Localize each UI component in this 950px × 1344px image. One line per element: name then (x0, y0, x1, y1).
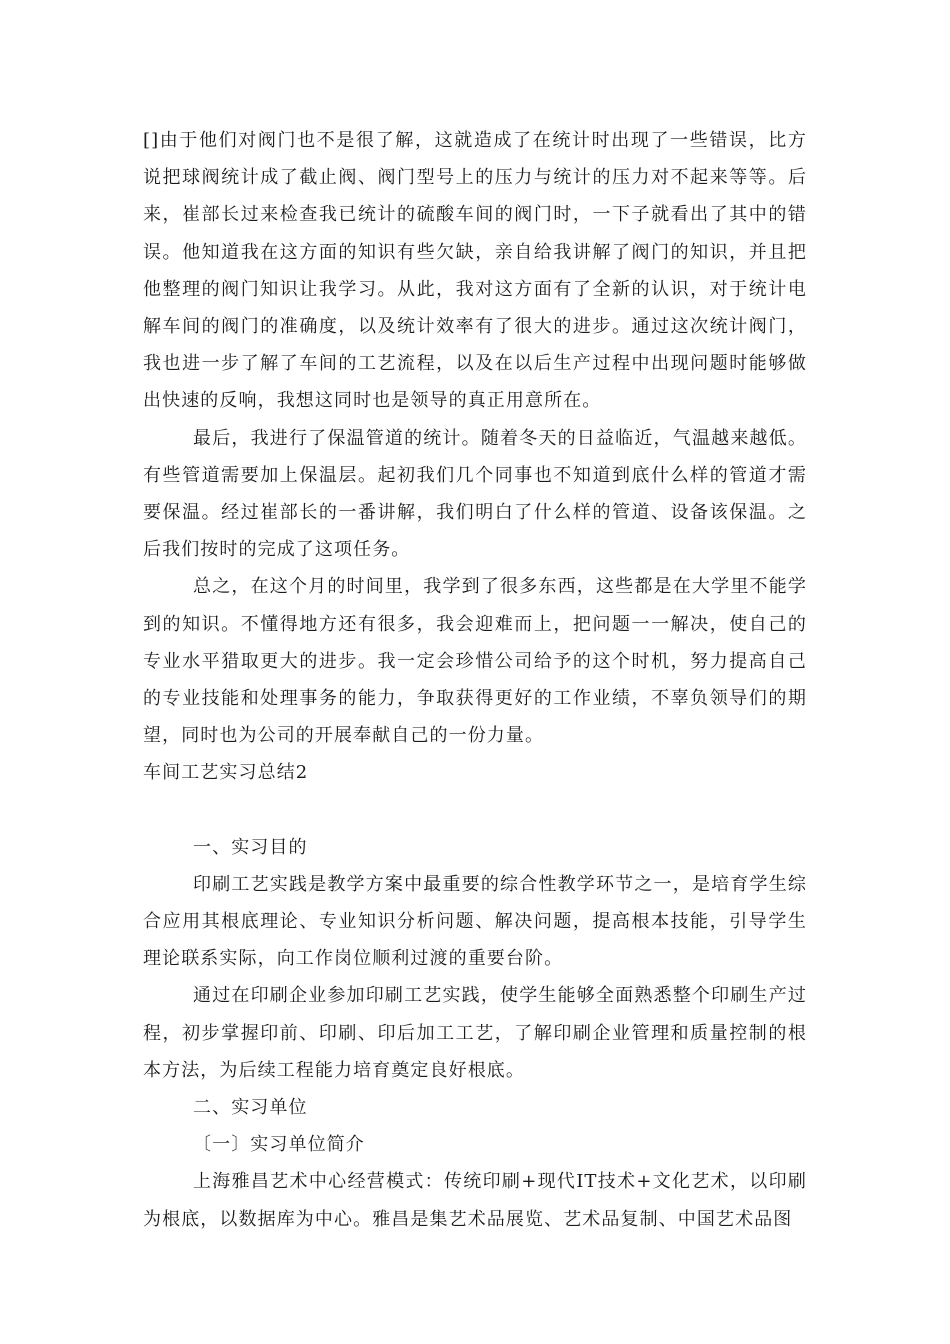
paragraph-purpose-2: 通过在印刷企业参加印刷工艺实践，使学生能够全面熟悉整个印刷生产过程，初步掌握印前、印刷、印后加工工艺，了解印刷企业管理和质量控制的根本方法，为后续工程能力培育奠定良好根底。 (143, 985, 807, 1081)
paragraph-summary: 总之，在这个月的时间里，我学到了很多东西，这些都是在大学里不能学到的知识。不懂得地方还有很多，我会迎难而上，把问题一一解决，使自己的专业水平猎取更大的进步。我一定会珍惜公司给予的这个时机，努力提高自己的专业技能和处理事务的能力，争取获得更好的工作业绩，不辜负领导们的期望，同时也为公司的开展奉献自己的一份力量。 (143, 576, 807, 747)
heading-purpose: 一、实习目的 (193, 836, 308, 858)
heading-unit: 二、实习单位 (193, 1097, 308, 1119)
subheading-unit-intro: 〔一〕实习单位简介 (193, 1134, 365, 1156)
section-title: 车间工艺实习总结2 (143, 762, 309, 784)
paragraph-unit-intro: 上海雅昌艺术中心经营模式：传统印刷+现代IT技术+文化艺术，以印刷为根底，以数据库为中心。雅昌是集艺术品展览、艺术品复制、中国艺术品图 (143, 1171, 807, 1230)
paragraph-insulation: 最后，我进行了保温管道的统计。随着冬天的日益临近，气温越来越低。有些管道需要加上保温层。起初我们几个同事也不知道到底什么样的管道才需要保温。经过崔部长的一番讲解，我们明白了什么样的管道、设备该保温。之后我们按时的完成了这项任务。 (143, 427, 807, 561)
document-body (143, 122, 807, 1238)
blank-line (143, 792, 807, 829)
paragraph-purpose-1: 印刷工艺实践是教学方案中最重要的综合性教学环节之一，是培育学生综合应用其根底理论、专业知识分析问题、解决问题，提高根本技能，引导学生理论联系实际，向工作岗位顺利过渡的重要台阶。 (143, 873, 807, 970)
paragraph-valves: []由于他们对阀门也不是很了解，这就造成了在统计时出现了一些错误，比方说把球阀统计成了截止阀、阀门型号上的压力与统计的压力对不起来等等。后来，崔部长过来检查我已统计的硫酸车间的阀门时，一下子就看出了其中的错误。他知道我在这方面的知识有些欠缺，亲自给我讲解了阀门的知识，并且把他整理的阀门知识让我学习。从此，我对这方面有了全新的认识，对于统计电解车间的阀门的准确度，以及统计效率有了很大的进步。通过这次统计阀门，我也进一步了解了车间的工艺流程，以及在以后生产过程中出现问题时能够做出快速的反响，我想这同时也是领导的真正用意所在。 (143, 130, 807, 412)
